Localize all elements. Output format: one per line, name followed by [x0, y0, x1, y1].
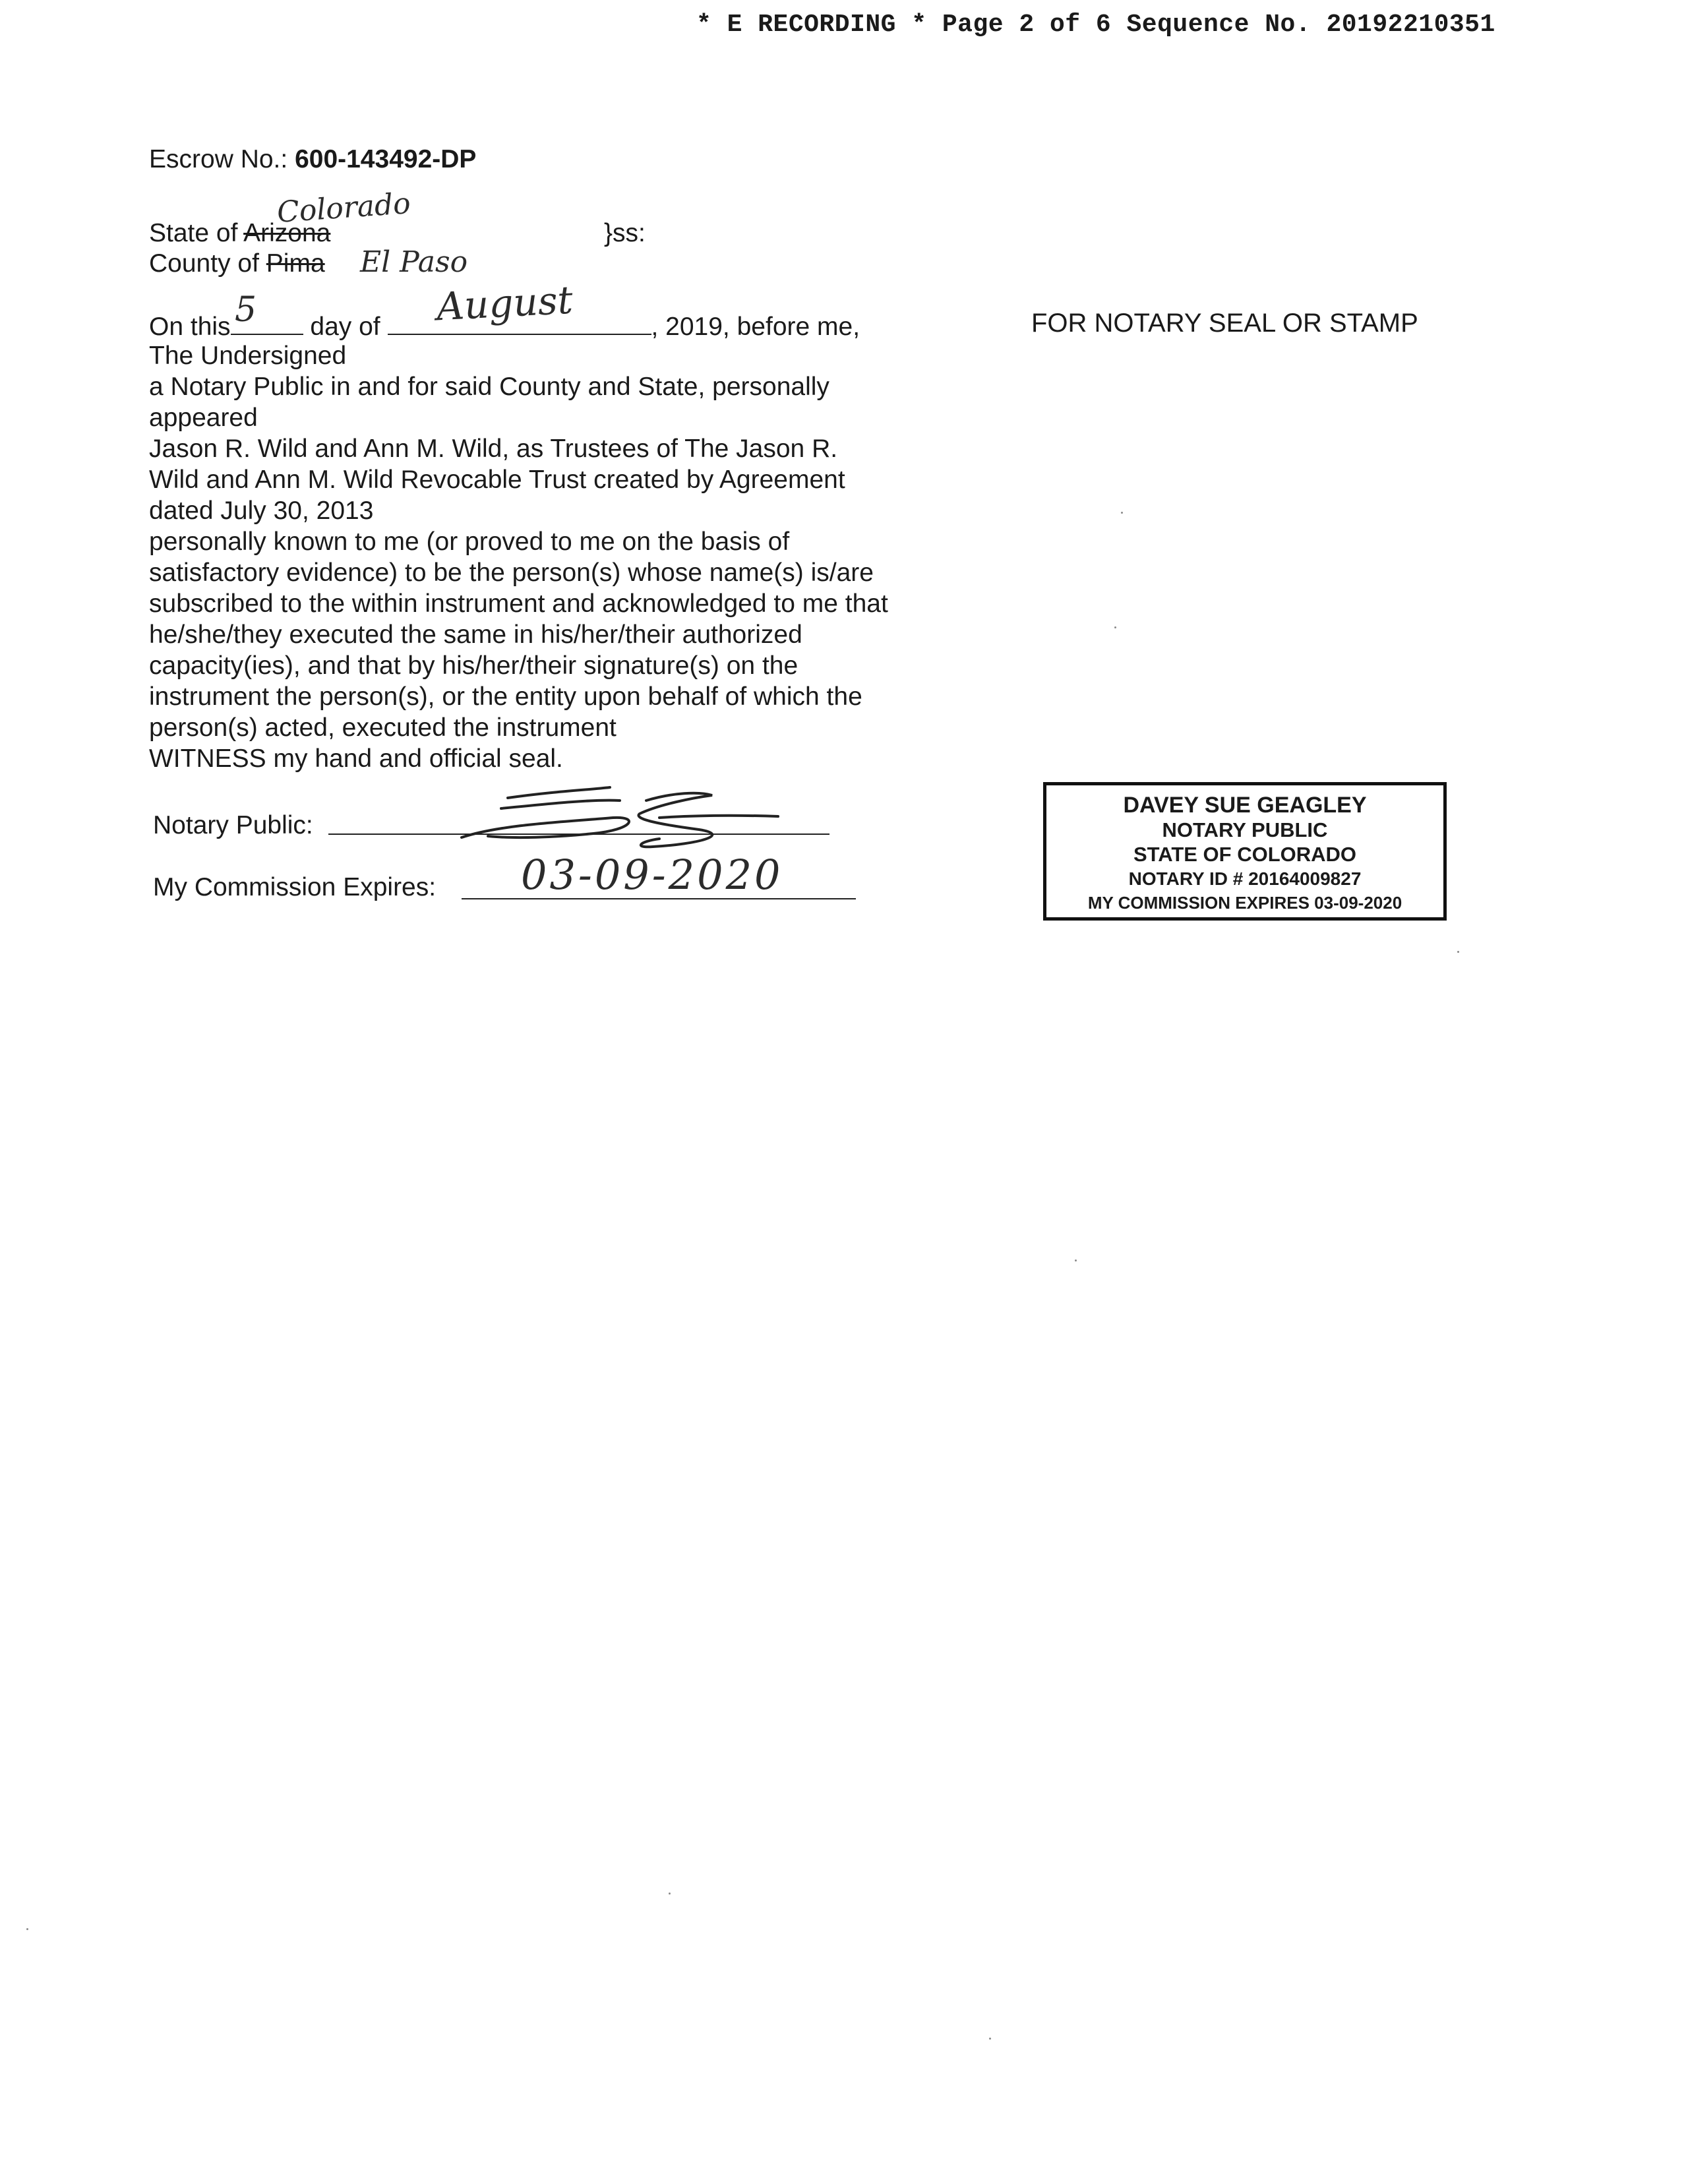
paragraph-line: The Undersigned	[149, 342, 347, 370]
seal-area-label: FOR NOTARY SEAL OR STAMP	[1031, 309, 1418, 338]
scan-speck	[1075, 1259, 1077, 1261]
stamp-expires: MY COMMISSION EXPIRES 03-09-2020	[1087, 893, 1402, 913]
day-of-label: day of	[310, 313, 380, 341]
stamp-name: DAVEY SUE GEAGLEY	[1123, 793, 1367, 818]
handwritten-state: Colorado	[276, 186, 412, 230]
recording-header: * E RECORDING * Page 2 of 6 Sequence No. 20192210351	[696, 11, 1495, 39]
handwritten-commission-date: 03-09-2020	[521, 851, 783, 899]
paragraph-line: subscribed to the within instrument and acknowledged to me that	[149, 590, 888, 618]
county-printed-struck: Pima	[266, 249, 325, 278]
state-printed-struck: Arizona	[243, 219, 331, 247]
handwritten-day: 5	[235, 290, 257, 330]
notary-public-label: Notary Public:	[153, 811, 313, 839]
acknowledgment-paragraph	[149, 340, 888, 774]
notary-stamp	[1043, 782, 1447, 921]
scan-speck	[989, 2038, 991, 2040]
ss-mark: }ss:	[604, 219, 646, 247]
county-line	[149, 248, 325, 279]
scan-speck	[26, 1928, 28, 1930]
escrow-value: 600-143492-DP	[295, 145, 477, 173]
paragraph-line: instrument the person(s), or the entity upon behalf of which the	[149, 682, 862, 711]
escrow-label: Escrow No.:	[149, 145, 288, 173]
state-label: State of	[149, 219, 238, 247]
paragraph-line: dated July 30, 2013	[149, 497, 374, 525]
paragraph-line: personally known to me (or proved to me on the basis of	[149, 528, 790, 556]
paragraph-line: satisfactory evidence) to be the person(s) whose name(s) is/are	[149, 559, 874, 587]
scan-speck	[1114, 626, 1116, 628]
on-this-label: On this	[149, 313, 231, 341]
state-line	[149, 218, 646, 249]
escrow-number	[149, 144, 476, 175]
scan-speck	[1121, 512, 1123, 514]
stamp-title: NOTARY PUBLIC	[1162, 818, 1328, 841]
scan-speck	[669, 1893, 671, 1895]
county-label: County of	[149, 249, 259, 278]
day-blank	[231, 310, 303, 335]
paragraph-line: person(s) acted, executed the instrument	[149, 713, 617, 742]
notary-signature	[422, 778, 791, 857]
acknowledgment-date-line	[149, 310, 860, 342]
commission-expires-label: My Commission Expires:	[153, 873, 437, 901]
paragraph-line: Jason R. Wild and Ann M. Wild, as Trustees of The Jason R.	[149, 435, 838, 463]
year-text: , 2019, before me,	[651, 313, 860, 341]
paragraph-line: a Notary Public in and for said County and State, personally	[149, 373, 829, 401]
handwritten-county: El Paso	[360, 245, 468, 279]
handwritten-month: August	[435, 277, 574, 330]
paragraph-line: capacity(ies), and that by his/her/their signature(s) on the	[149, 652, 799, 680]
month-blank	[388, 310, 651, 335]
paragraph-line: appeared	[149, 404, 258, 432]
stamp-notary-id: NOTARY ID # 20164009827	[1128, 868, 1362, 889]
paragraph-line: WITNESS my hand and official seal.	[149, 744, 563, 773]
paragraph-line: Wild and Ann M. Wild Revocable Trust created by Agreement	[149, 466, 845, 494]
paragraph-line: he/she/they executed the same in his/her/their authorized	[149, 621, 802, 649]
scan-speck	[1457, 951, 1459, 953]
stamp-state: STATE OF COLORADO	[1133, 843, 1357, 866]
